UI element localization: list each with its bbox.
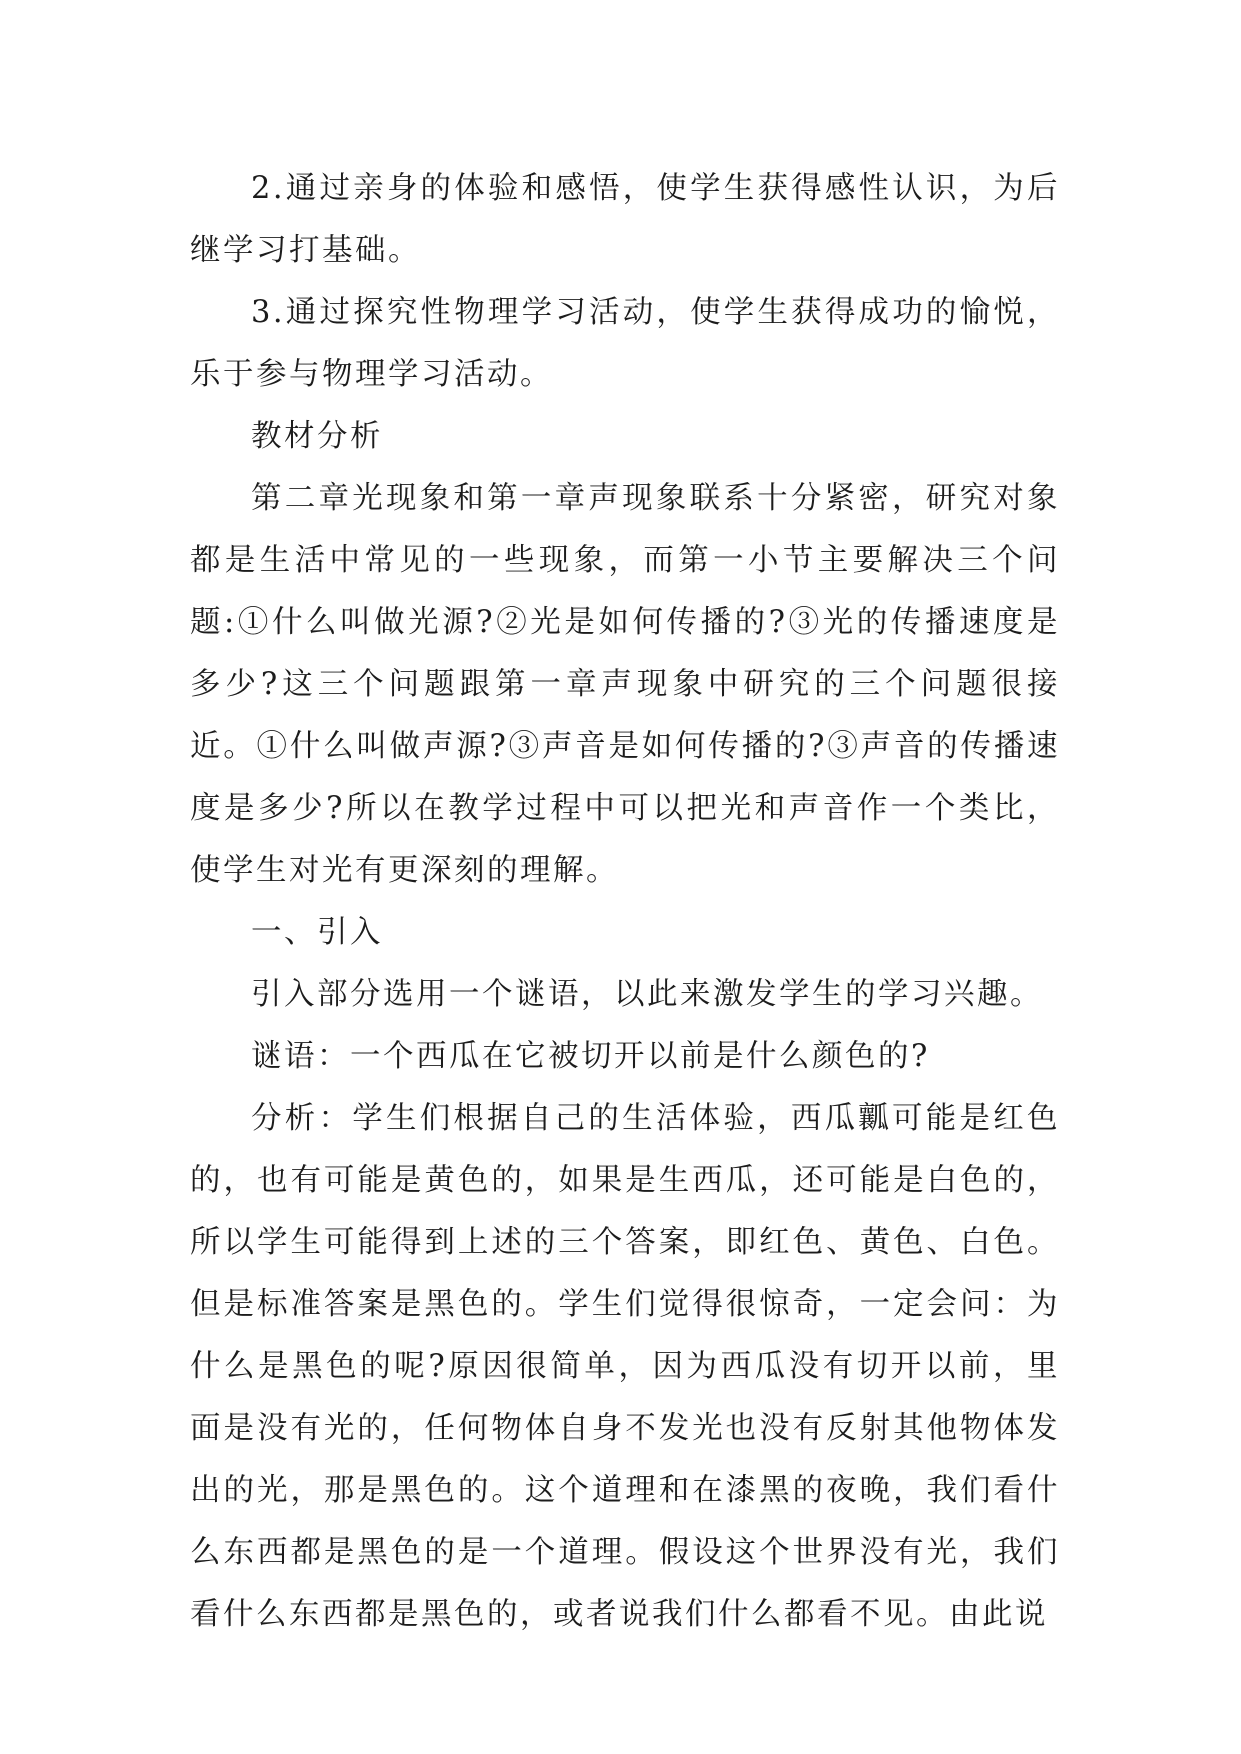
paragraph-riddle: 谜语：一个西瓜在它被切开以前是什么颜色的? xyxy=(251,1039,930,1074)
document-body xyxy=(190,158,1060,1646)
paragraph-goal-3: 3.通过探究性物理学习活动，使学生获得成功的愉悦，乐于参与物理学习活动。 xyxy=(190,295,1060,392)
heading-textbook-analysis: 教材分析 xyxy=(251,419,383,454)
paragraph-textbook-analysis: 第二章光现象和第一章声现象联系十分紧密，研究对象都是生活中常见的一些现象，而第一小节主要解决三个问题:①什么叫做光源?②光是如何传播的?③光的传播速度是多少?这三个问题跟第一章声现象中研究的三个问题很接近。①什么叫做声源?③声音是如何传播的?③声音的传播速度是多少?所以在教学过程中可以把光和声音作一个类比，使学生对光有更深刻的理解。 xyxy=(190,481,1060,888)
paragraph-introduction: 引入部分选用一个谜语，以此来激发学生的学习兴趣。 xyxy=(251,977,1043,1012)
paragraph-goal-2: 2.通过亲身的体验和感悟，使学生获得感性认识，为后继学习打基础。 xyxy=(190,171,1060,268)
paragraph-analysis: 分析：学生们根据自己的生活体验，西瓜瓤可能是红色的，也有可能是黄色的，如果是生西瓜，还可能是白色的，所以学生可能得到上述的三个答案，即红色、黄色、白色。但是标准答案是黑色的。学生们觉得很惊奇，一定会问：为什么是黑色的呢?原因很简单，因为西瓜没有切开以前，里面是没有光的，任何物体自身不发光也没有反射其他物体发出的光，那是黑色的。这个道理和在漆黑的夜晚，我们看什么东西都是黑色的是一个道理。假设这个世界没有光，我们看什么东西都是黑色的，或者说我们什么都看不见。由此说 xyxy=(190,1101,1060,1632)
heading-introduction: 一、引入 xyxy=(251,915,383,950)
